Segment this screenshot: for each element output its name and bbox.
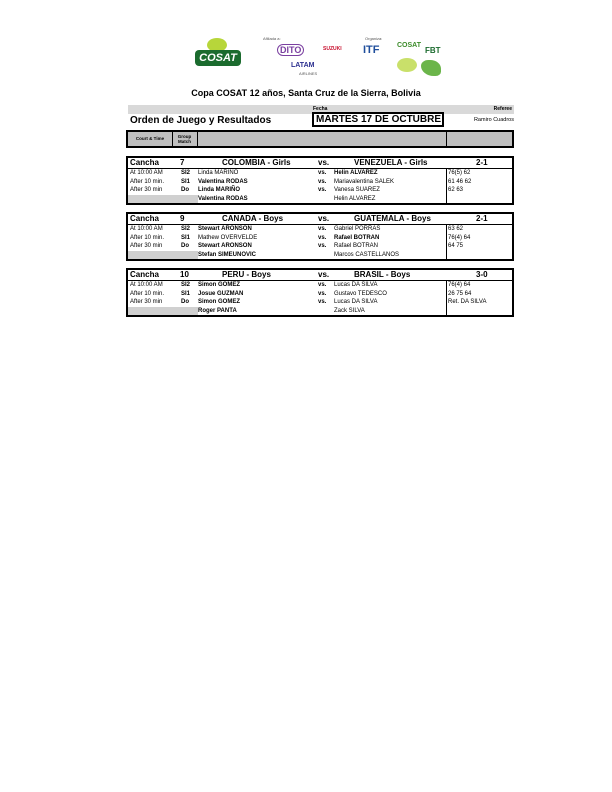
row-time: At 10:00 AM	[130, 282, 163, 288]
sponsor-suzuki: SUZUKI	[323, 46, 342, 52]
court-time-header: Court & Time	[128, 132, 173, 146]
referee-name: Ramiro Cuadros	[473, 117, 514, 123]
row-player-2: Lucas DA SILVA	[334, 282, 378, 288]
row-time: After 10 min.	[130, 234, 165, 241]
row-player-1: Simon GOMEZ	[198, 299, 240, 305]
row-player-2: Mariavalentina SALEK	[334, 178, 395, 185]
row-result: Ret. DA SILVA	[448, 299, 487, 305]
match-block	[126, 212, 514, 261]
row-result: 63 62	[448, 226, 464, 232]
row-result: 62 63	[448, 187, 464, 193]
court-label: Cancha	[130, 214, 159, 223]
row-result: 76(4) 64	[448, 282, 471, 288]
match-score: 2-1	[476, 214, 488, 223]
row-result: 76(5) 62	[448, 170, 471, 176]
table-row	[128, 225, 512, 234]
group-match-header: Group Match	[172, 132, 198, 146]
row-result: 61 46 62	[448, 178, 472, 185]
page-title: Copa COSAT 12 años, Santa Cruz de la Sierra, Bolivia	[191, 88, 421, 98]
sponsor-logos	[195, 36, 495, 82]
result-divider	[446, 280, 447, 315]
sponsor-label-afiliada: Afiliada a:	[263, 36, 281, 41]
row-player-2: Rafael BOTRAN	[334, 243, 379, 249]
empty-time-cell	[128, 307, 198, 316]
table-row	[128, 195, 512, 204]
row-vs: vs.	[318, 226, 327, 232]
team-b: GUATEMALA - Boys	[354, 214, 431, 223]
row-code: Do	[181, 299, 189, 305]
row-player-1: Linda MARIÑO	[198, 187, 240, 193]
team-a: PERU - Boys	[222, 270, 271, 279]
sponsor-latam: LATAM	[291, 62, 315, 69]
row-player-2: Vanesa SUAREZ	[334, 187, 380, 193]
row-player-1: Valentina RODAS	[198, 195, 248, 202]
date-box: MARTES 17 DE OCTUBRE	[312, 112, 444, 127]
row-player-2: Helin ALVAREZ	[334, 170, 378, 176]
table-row	[128, 290, 512, 299]
row-vs: vs.	[318, 290, 327, 297]
team-vs: vs.	[318, 158, 330, 167]
row-player-1: Simon GOMEZ	[198, 282, 240, 288]
row-vs: vs.	[318, 299, 327, 305]
row-time: After 30 min	[130, 299, 163, 305]
match-header	[128, 214, 512, 225]
row-result: 26 75 64	[448, 290, 472, 297]
row-code: SI2	[181, 170, 191, 176]
row-time: After 10 min.	[130, 178, 165, 185]
column-header	[126, 130, 514, 148]
court-label: Cancha	[130, 158, 159, 167]
table-row	[128, 186, 512, 195]
row-code: Do	[181, 187, 189, 193]
team-vs: vs.	[318, 270, 330, 279]
sponsor-label-organiza: Organiza:	[365, 36, 383, 41]
sponsor-fbt: FBT	[425, 46, 441, 55]
row-vs: vs.	[318, 234, 327, 241]
match-header	[128, 158, 512, 169]
row-result: 76(4) 64	[448, 234, 471, 241]
row-player-1: Linda MARIÑO	[198, 170, 239, 176]
row-player-2: Gabriel PORRAS	[334, 226, 381, 232]
row-player-1: Valentina RODAS	[198, 178, 248, 185]
sponsor-dito: DITO	[277, 44, 304, 56]
row-player-1: Stewart ARONSON	[198, 226, 252, 232]
cosat-logo-text: COSAT	[195, 50, 241, 66]
row-player-1: Stewart ARONSON	[198, 243, 252, 249]
match-block	[126, 156, 514, 205]
team-a: CANADA - Boys	[222, 214, 284, 223]
row-result: 64 75	[448, 243, 464, 249]
row-player-2: Gustavo TEDESCO	[334, 290, 387, 297]
sponsor-cosat: COSAT	[397, 42, 421, 49]
team-b: BRASIL - Boys	[354, 270, 411, 279]
row-player-1: Mathew OVERVELDE	[198, 234, 258, 241]
row-vs: vs.	[318, 170, 327, 176]
row-code: SI2	[181, 226, 191, 232]
empty-time-cell	[128, 251, 198, 260]
row-player-2: Marcos CASTELLANOS	[334, 251, 400, 258]
row-player-2: Lucas DA SILVA	[334, 299, 378, 305]
row-code: SI2	[181, 282, 191, 288]
team-vs: vs.	[318, 214, 330, 223]
row-vs: vs.	[318, 282, 327, 288]
row-vs: vs.	[318, 243, 327, 249]
table-row	[128, 242, 512, 251]
row-time: After 10 min.	[130, 290, 165, 297]
court-label: Cancha	[130, 270, 159, 279]
match-header	[128, 270, 512, 281]
cosat-logo	[195, 38, 241, 72]
row-player-1: Roger PANTA	[198, 307, 237, 314]
row-time: After 30 min	[130, 187, 163, 193]
fecha-label: Fecha	[313, 106, 328, 112]
table-row	[128, 178, 512, 187]
table-row	[128, 281, 512, 290]
court-number: 7	[180, 158, 185, 167]
table-row	[128, 251, 512, 260]
tennis-club-logo-icon	[397, 58, 417, 72]
row-player-2: Zack SILVA	[334, 307, 365, 314]
empty-time-cell	[128, 195, 198, 204]
row-vs: vs.	[318, 178, 327, 185]
match-block	[126, 268, 514, 317]
referee-label: Referee	[493, 106, 512, 112]
table-row	[128, 169, 512, 178]
column-divider	[446, 132, 447, 146]
row-player-1: Josue GUZMAN	[198, 290, 244, 297]
result-divider	[446, 224, 447, 259]
table-row	[128, 298, 512, 307]
sponsor-itf: ITF	[363, 44, 380, 56]
row-code: Do	[181, 243, 189, 249]
orden-title: Orden de Juego y Resultados	[130, 115, 272, 126]
sponsor-latam-airlines: AIRLINES	[299, 71, 318, 76]
row-code: SI1	[181, 234, 191, 241]
team-b: VENEZUELA - Girls	[354, 158, 428, 167]
row-time: At 10:00 AM	[130, 226, 163, 232]
court-number: 9	[180, 214, 185, 223]
table-row	[128, 234, 512, 243]
row-code: SI1	[181, 290, 191, 297]
row-player-2: Rafael BOTRAN	[334, 234, 380, 241]
match-score: 2-1	[476, 158, 488, 167]
row-vs: vs.	[318, 187, 327, 193]
row-code: SI1	[181, 178, 191, 185]
palm-logo-icon	[421, 60, 441, 76]
table-row	[128, 307, 512, 316]
row-player-2: Helin ALVAREZ	[334, 195, 376, 202]
court-number: 10	[180, 270, 189, 279]
result-divider	[446, 168, 447, 203]
row-time: At 10:00 AM	[130, 170, 163, 176]
row-player-1: Stefan SIMEUNOVIC	[198, 251, 257, 258]
match-score: 3-0	[476, 270, 488, 279]
team-a: COLOMBIA - Girls	[222, 158, 291, 167]
row-time: After 30 min	[130, 243, 163, 249]
